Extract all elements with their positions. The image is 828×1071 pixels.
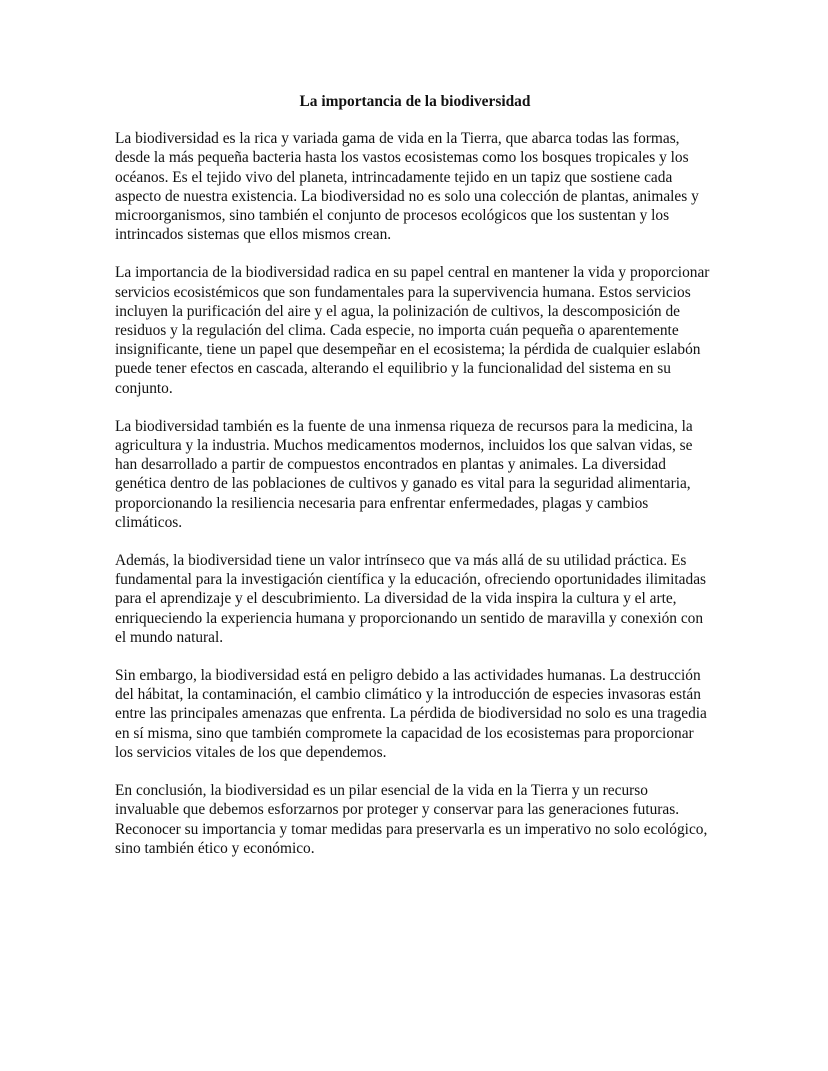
paragraph-3: La biodiversidad también es la fuente de una inmensa riqueza de recursos para la medicina, la agricultura y la industria. Muchos medicamentos modernos, incluidos los que salvan vidas, se han desarrollado a partir de compuestos encontrados en plantas y animales. La diversidad genética dentro de las poblaciones de cultivos y ganado es vital para la seguridad alimentaria, proporcionando la resiliencia necesaria para enfrentar enfermedades, plagas y cambios climáticos. xyxy=(115,417,693,531)
paragraph-5: Sin embargo, la biodiversidad está en peligro debido a las actividades humanas. La destrucción del hábitat, la contaminación, el cambio climático y la introducción de especies invasoras están entre las principales amenazas que enfrenta. La pérdida de biodiversidad no solo es una tragedia en sí misma, sino que también compromete la capacidad de los ecosistemas para proporcionar los servicios vitales de los que dependemos. xyxy=(115,667,707,761)
paragraph-1: La biodiversidad es la rica y variada gama de vida en la Tierra, que abarca todas las formas, desde la más pequeña bacteria hasta los vastos ecosistemas como los bosques tropicales y los océanos. Es el tejido vivo del planeta, intrincadamente tejido en un tapiz que sostiene cada aspecto de nuestra existencia. La biodiversidad no es solo una colección de plantas, animales y microorganismos, sino también el conjunto de procesos ecológicos que los sustentan y los intrincados sistemas que ellos mismos crean. xyxy=(115,130,699,244)
document-body xyxy=(115,92,715,877)
paragraph-6: En conclusión, la biodiversidad es un pilar esencial de la vida en la Tierra y un recurso invaluable que debemos esforzarnos por proteger y conservar para las generaciones futuras. Reconocer su importancia y tomar medidas para preservarla es un imperativo no solo ecológico, sino también ético y económico. xyxy=(115,782,708,857)
document-title: La importancia de la biodiversidad xyxy=(299,93,531,110)
paragraph-2: La importancia de la biodiversidad radica en su papel central en mantener la vida y proporcionar servicios ecosistémicos que son fundamentales para la supervivencia humana. Estos servicios incluyen la purificación del aire y el agua, la polinización de cultivos, la descomposición de residuos y la regulación del clima. Cada especie, no importa cuán pequeña o aparentemente insignificante, tiene un papel que desempeñar en el ecosistema; la pérdida de cualquier eslabón puede tener efectos en cascada, alterando el equilibrio y la funcionalidad del sistema en su conjunto. xyxy=(115,264,710,397)
paragraph-4: Además, la biodiversidad tiene un valor intrínseco que va más allá de su utilidad práctica. Es fundamental para la investigación científica y la educación, ofreciendo oportunidades ilimitadas para el aprendizaje y el descubrimiento. La diversidad de la vida inspira la cultura y el arte, enriqueciendo la experiencia humana y proporcionando un sentido de maravilla y conexión con el mundo natural. xyxy=(115,552,707,646)
